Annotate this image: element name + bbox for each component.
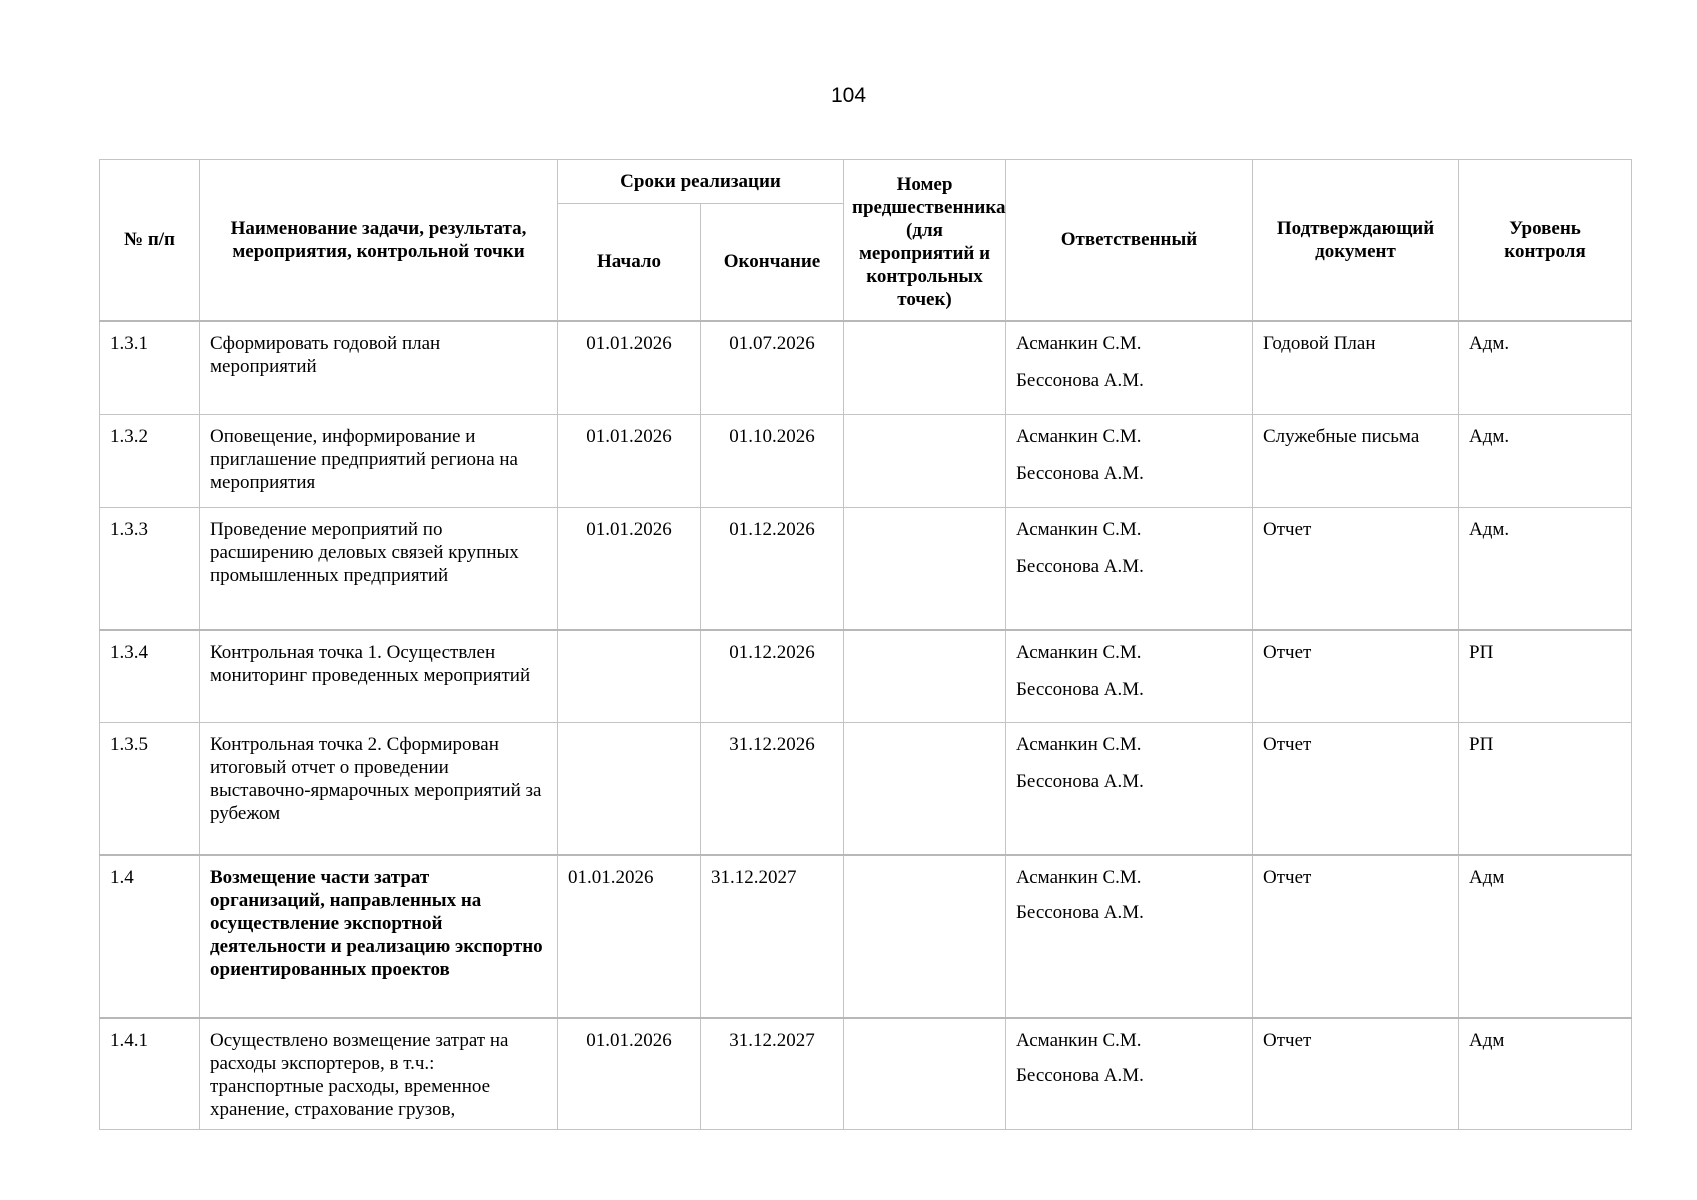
row-end: 31.12.2026	[701, 723, 844, 855]
row-document: Отчет	[1253, 855, 1459, 1018]
table-header	[100, 160, 1632, 321]
responsible-person: Бессонова А.М.	[1016, 771, 1144, 792]
row-predecessor	[844, 321, 1006, 415]
row-num: 1.4	[100, 855, 200, 1018]
row-responsible	[1006, 321, 1253, 415]
row-end: 01.07.2026	[701, 321, 844, 415]
table-row	[100, 415, 1632, 508]
row-task: Контрольная точка 1. Осуществлен мониторинг проведенных мероприятий	[200, 630, 558, 723]
responsible-person: Асманкин С.М.	[1016, 426, 1142, 447]
row-start	[558, 723, 701, 855]
row-num: 1.4.1	[100, 1018, 200, 1130]
row-document: Отчет	[1253, 723, 1459, 855]
row-responsible	[1006, 1018, 1253, 1130]
table-row	[100, 855, 1632, 1018]
row-control: Адм.	[1459, 415, 1632, 508]
responsible-person: Асманкин С.М.	[1016, 866, 1142, 888]
responsible-person: Бессонова А.М.	[1016, 369, 1144, 391]
plan-table	[99, 159, 1632, 1130]
row-task: Проведение мероприятий по расширению деловых связей крупных промышленных предприятий	[200, 508, 558, 630]
responsible-person: Бессонова А.М.	[1016, 463, 1144, 484]
row-responsible	[1006, 723, 1253, 855]
row-start: 01.01.2026	[558, 1018, 701, 1130]
row-end: 01.12.2026	[701, 508, 844, 630]
header-num: № п/п	[100, 160, 200, 321]
row-predecessor	[844, 855, 1006, 1018]
page-number: 104	[830, 84, 867, 107]
responsible-person: Бессонова А.М.	[1016, 678, 1144, 700]
row-task: Осуществлено возмещение затрат на расходы экспортеров, в т.ч.: транспортные расходы, временное хранение, страхование грузов,	[200, 1018, 558, 1130]
row-task: Сформировать годовой план мероприятий	[200, 321, 558, 415]
table-row	[100, 1018, 1632, 1130]
row-task: Оповещение, информирование и приглашение предприятий региона на мероприятия	[200, 415, 558, 508]
row-control: Адм.	[1459, 508, 1632, 630]
row-end: 31.12.2027	[701, 855, 844, 1018]
row-responsible	[1006, 415, 1253, 508]
table-row	[100, 723, 1632, 855]
row-end: 31.12.2027	[701, 1018, 844, 1130]
header-responsible: Ответственный	[1006, 160, 1253, 321]
row-control: Адм	[1459, 855, 1632, 1018]
row-task: Контрольная точка 2. Сформирован итоговый отчет о проведении выставочно-ярмарочных мероприятий за рубежом	[200, 723, 558, 855]
header-start: Начало	[558, 204, 701, 321]
header-predecessor: Номер предшественника (для мероприятий и контрольных точек)	[844, 160, 1006, 321]
responsible-person: Бессонова А.М.	[1016, 901, 1144, 923]
row-document: Отчет	[1253, 1018, 1459, 1130]
responsible-person: Асманкин С.М.	[1016, 734, 1142, 755]
row-predecessor	[844, 415, 1006, 508]
header-document: Подтверждающий документ	[1253, 160, 1459, 321]
row-predecessor	[844, 508, 1006, 630]
header-end: Окончание	[701, 204, 844, 321]
row-responsible	[1006, 508, 1253, 630]
table-row	[100, 321, 1632, 415]
header-control: Уровень контроля	[1459, 160, 1632, 321]
table-row	[100, 630, 1632, 723]
responsible-person: Асманкин С.М.	[1016, 641, 1142, 663]
table-row	[100, 508, 1632, 630]
row-num: 1.3.3	[100, 508, 200, 630]
row-start: 01.01.2026	[558, 415, 701, 508]
row-end: 01.10.2026	[701, 415, 844, 508]
responsible-person: Асманкин С.М.	[1016, 332, 1142, 354]
row-num: 1.3.5	[100, 723, 200, 855]
row-task: Возмещение части затрат организаций, направленных на осуществление экспортной деятельности и реализацию экспортно ориентированных проектов	[200, 855, 558, 1018]
row-start	[558, 630, 701, 723]
row-responsible	[1006, 855, 1253, 1018]
row-control: Адм.	[1459, 321, 1632, 415]
row-document: Отчет	[1253, 630, 1459, 723]
row-document: Годовой План	[1253, 321, 1459, 415]
row-num: 1.3.2	[100, 415, 200, 508]
header-terms: Сроки реализации	[558, 160, 844, 204]
row-start: 01.01.2026	[558, 855, 701, 1018]
row-control: Адм	[1459, 1018, 1632, 1130]
responsible-person: Бессонова А.М.	[1016, 1064, 1144, 1086]
responsible-person: Асманкин С.М.	[1016, 1029, 1142, 1051]
row-end: 01.12.2026	[701, 630, 844, 723]
responsible-person: Асманкин С.М.	[1016, 519, 1142, 540]
row-num: 1.3.1	[100, 321, 200, 415]
row-num: 1.3.4	[100, 630, 200, 723]
responsible-person: Бессонова А.М.	[1016, 556, 1144, 577]
row-responsible	[1006, 630, 1253, 723]
row-predecessor	[844, 1018, 1006, 1130]
row-predecessor	[844, 630, 1006, 723]
row-control: РП	[1459, 630, 1632, 723]
row-predecessor	[844, 723, 1006, 855]
row-document: Служебные письма	[1253, 415, 1459, 508]
row-start: 01.01.2026	[558, 321, 701, 415]
row-control: РП	[1459, 723, 1632, 855]
header-name: Наименование задачи, результата, мероприятия, контрольной точки	[200, 160, 558, 321]
row-start: 01.01.2026	[558, 508, 701, 630]
row-document: Отчет	[1253, 508, 1459, 630]
